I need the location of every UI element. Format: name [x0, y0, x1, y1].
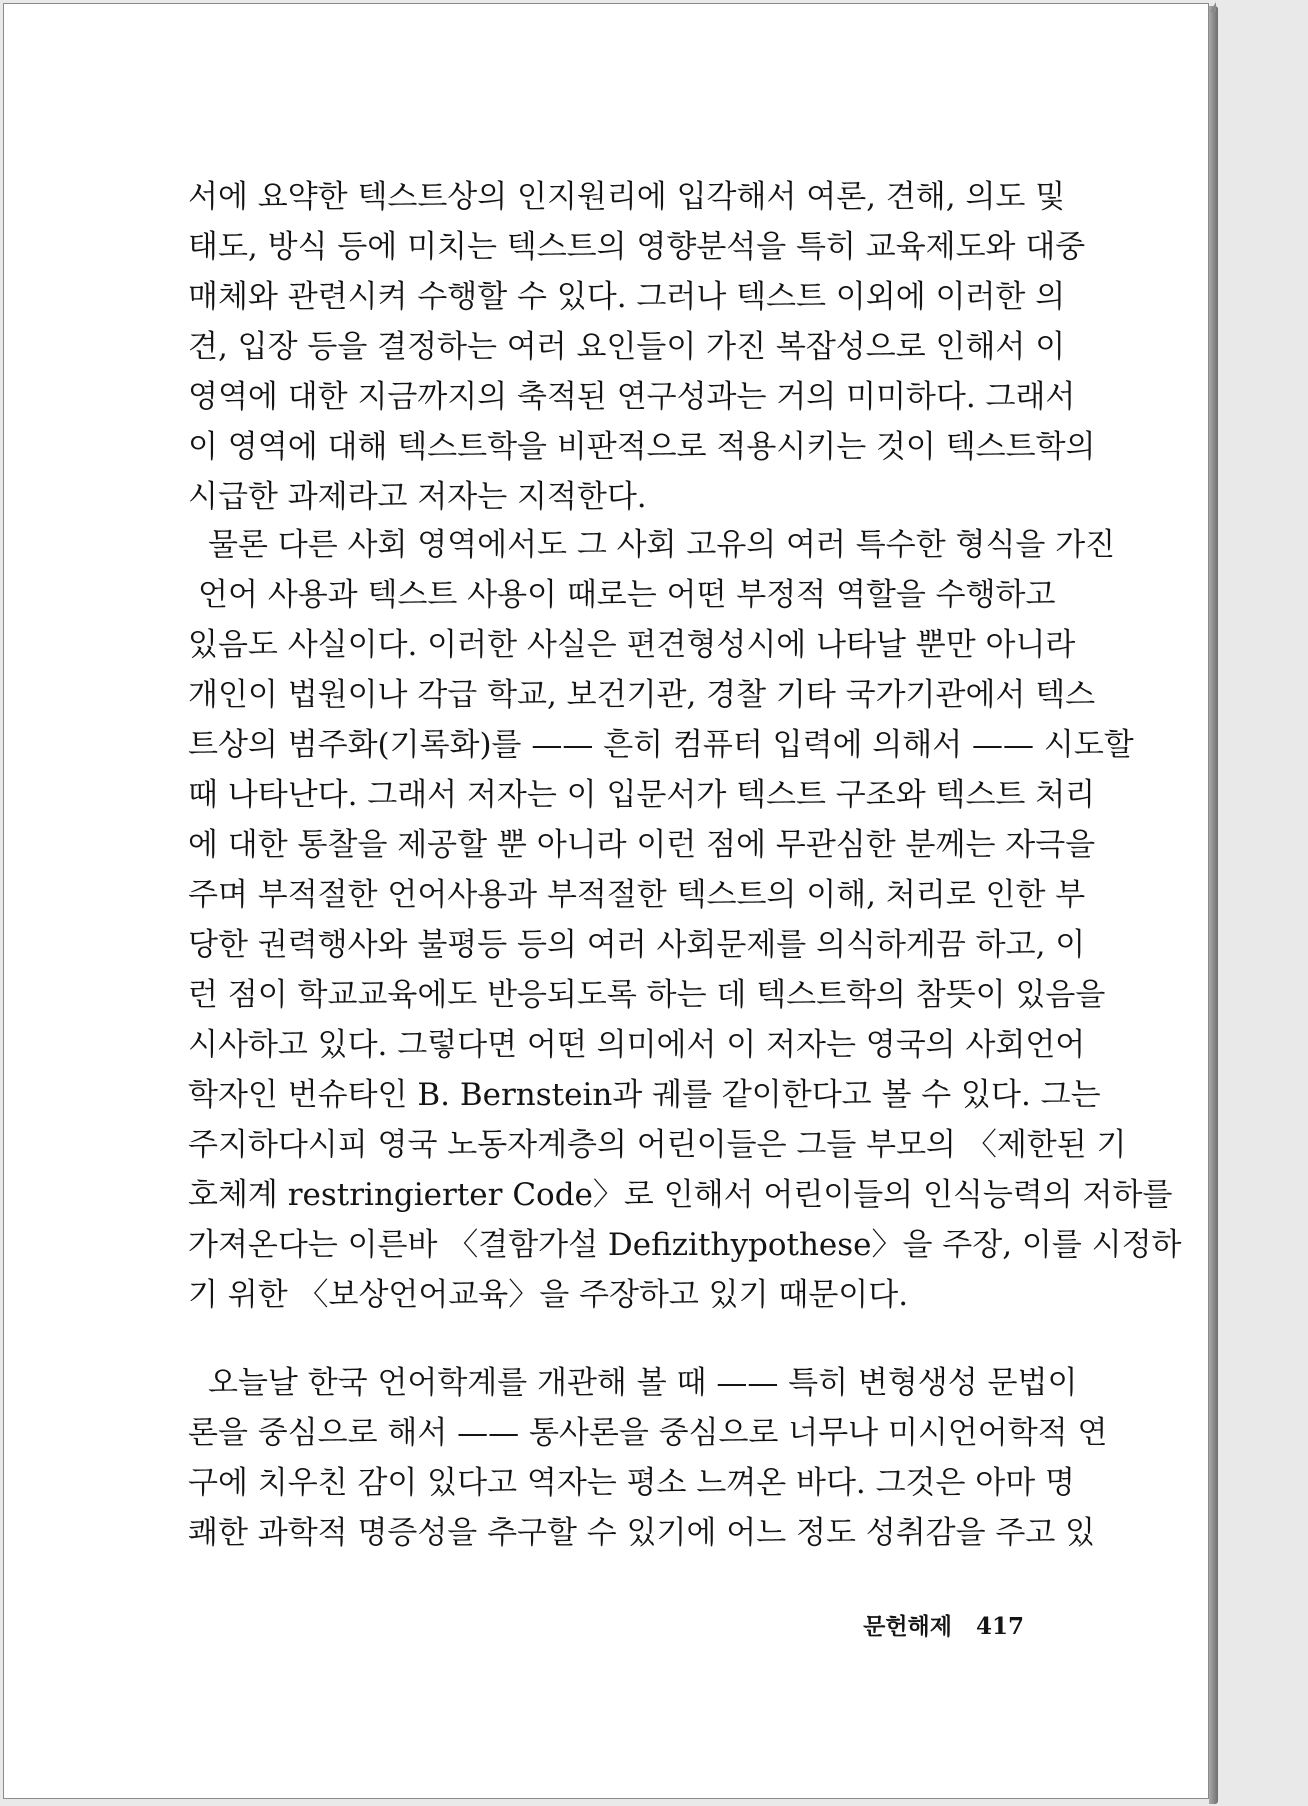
text-line: 물론 다른 사회 영역에서도 그 사회 고유의 여러 특수한 형식을 가진 [208, 527, 1116, 563]
text-line: 매체와 관련시켜 수행할 수 있다. 그러나 텍스트 이외에 이러한 의 [188, 279, 1066, 315]
text-line: 구에 치우친 감이 있다고 역자는 평소 느껴온 바다. 그것은 아마 명 [188, 1465, 1075, 1501]
text-line: 가져온다는 이른바 〈결함가설 Defizithypothese〉을 주장, 이를 시정하 [188, 1227, 1182, 1263]
text-line: 주지하다시피 영국 노동자계층의 어린이들은 그들 부모의 〈제한된 기 [188, 1127, 1127, 1163]
page-corner [1200, 2, 1216, 12]
text-line: 때 나타난다. 그래서 저자는 이 입문서가 텍스트 구조와 텍스트 처리 [188, 777, 1096, 813]
text-line: 있음도 사실이다. 이러한 사실은 편견형성시에 나타날 뿐만 아니라 [188, 627, 1076, 663]
text-line: 시급한 과제라고 저자는 지적한다. [188, 479, 647, 515]
text-line: 쾌한 과학적 명증성을 추구할 수 있기에 어느 정도 성취감을 주고 있 [188, 1515, 1096, 1551]
text-line: 에 대한 통찰을 제공할 뿐 아니라 이런 점에 무관심한 분께는 자극을 [188, 827, 1096, 863]
page-edge-shadow [1209, 6, 1218, 1804]
text-line: 서에 요약한 텍스트상의 인지원리에 입각해서 여론, 견해, 의도 및 [188, 179, 1066, 215]
text-line: 주며 부적절한 언어사용과 부적절한 텍스트의 이해, 처리로 인한 부 [188, 877, 1086, 913]
page-footer [854, 1608, 1024, 1641]
text-line: 언어 사용과 텍스트 사용이 때로는 어떤 부정적 역할을 수행하고 [198, 577, 1056, 613]
paragraph-1 [188, 172, 1096, 522]
text-line: 시사하고 있다. 그렇다면 어떤 의미에서 이 저자는 영국의 사회언어 [188, 1027, 1086, 1063]
text-line: 태도, 방식 등에 미치는 텍스트의 영향분석을 특히 교육제도와 대중 [188, 229, 1086, 265]
text-line: 견, 입장 등을 결정하는 여러 요인들이 가진 복잡성으로 인해서 이 [188, 329, 1066, 365]
text-line: 개인이 법원이나 각급 학교, 보건기관, 경찰 기타 국가기관에서 텍스 [188, 677, 1096, 713]
paragraph-2 [188, 520, 1182, 1320]
text-line: 런 점이 학교교육에도 반응되도록 하는 데 텍스트학의 참뜻이 있음을 [188, 977, 1106, 1013]
text-line: 학자인 번슈타인 B. Bernstein과 궤를 같이한다고 볼 수 있다. 그는 [188, 1077, 1101, 1113]
text-line: 기 위한 〈보상언어교육〉을 주장하고 있기 때문이다. [188, 1277, 909, 1313]
text-line: 영역에 대한 지금까지의 축적된 연구성과는 거의 미미하다. 그래서 [188, 379, 1076, 415]
text-line: 트상의 범주화(기록화)를 —— 흔히 컴퓨터 입력에 의해서 —— 시도할 [188, 727, 1134, 763]
text-line: 당한 권력행사와 불평등 등의 여러 사회문제를 의식하게끔 하고, 이 [188, 927, 1086, 963]
text-line: 론을 중심으로 해서 —— 통사론을 중심으로 너무나 미시언어학적 연 [188, 1415, 1108, 1451]
text-line: 오늘날 한국 언어학계를 개관해 볼 때 —— 특히 변형생성 문법이 [208, 1365, 1078, 1401]
text-line: 이 영역에 대해 텍스트학을 비판적으로 적용시키는 것이 텍스트학의 [188, 429, 1096, 465]
paragraph-3 [188, 1358, 1108, 1558]
book-page [3, 3, 1209, 1799]
page-number: 417 [975, 1613, 1024, 1640]
running-section-title: 문헌해제 [863, 1613, 952, 1640]
text-line: 호체계 restringierter Code〉로 인해서 어린이들의 인식능력의 저하를 [188, 1177, 1173, 1213]
